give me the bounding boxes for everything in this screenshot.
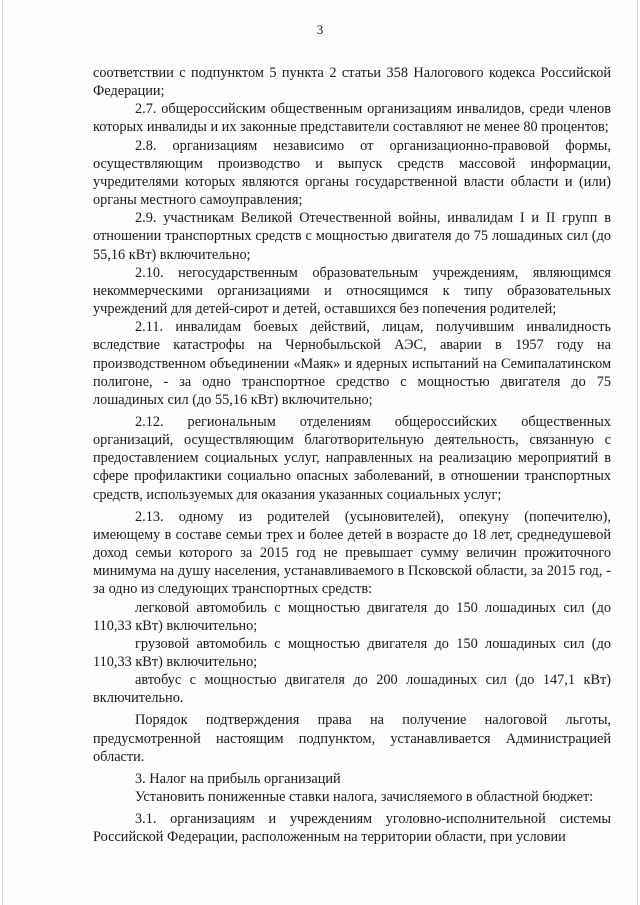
- paragraph-reduced-rates: Установить пониженные ставки налога, зачисляемого в областной бюджет:: [135, 789, 594, 806]
- section-heading-profit-tax: 3. Налог на прибыль организаций: [135, 770, 341, 787]
- paragraph-procedure: Порядок подтверждения права на получение налоговой льготы, предусмотренной настоящим подпунктом, устанавливается Администрацией области.: [93, 712, 611, 765]
- paragraph-2-12: 2.12. региональным отделениям общероссийских общественных организаций, осуществляющим благотворительную деятельность, связанную с предоставлением социальных услуг, направленных на реализацию мероприятий в сфере профилактики социально опасных заболеваний, в отношении транспортных средств, используемых для оказания указанных социальных услуг;: [93, 413, 611, 503]
- paragraph-2-13: 2.13. одному из родителей (усыновителей), опекуну (попечителю), имеющему в составе семьи трех и более детей в возрасте до 18 лет, среднедушевой доход семьи которого за 2015 год не превышает сумму величин прожиточного минимума на душу населения, устанавливаемого в Псковской области, за 2015 год, - за одно из следующих транспортных средств:: [93, 508, 611, 598]
- scan-edge-left: [2, 0, 3, 905]
- paragraph-2-11: 2.11. инвалидам боевых действий, лицам, получившим инвалидность вследствие катастрофы на Чернобыльской АЭС, аварии в 1957 году на производственном объединении «Маяк» и ядерных испытаний на Семипалатинском полигоне, - за одно транспортное средство с мощностью двигателя до 75 лошадиных сил (до 55,16 кВт) включительно;: [93, 319, 611, 408]
- paragraph-2-8: 2.8. организациям независимо от организационно-правовой формы, осуществляющим производство и выпуск средств массовой информации, учредителями которых являются органы государственной власти области и (или) органы местного самоуправления;: [93, 137, 611, 209]
- paragraph-3-1: 3.1. организациям и учреждениям уголовно-исполнительной системы Российской Федерации, расположенным на территории области, при условии: [93, 811, 611, 846]
- paragraph-truck: грузовой автомобиль с мощностью двигателя до 150 лошадиных сил (до 110,33 кВт) включительно;: [93, 635, 611, 670]
- paragraph-2-9: 2.9. участникам Великой Отечественной войны, инвалидам I и II групп в отношении транспортных средств с мощностью двигателя до 75 лошадиных сил (до 55,16 кВт) включительно;: [93, 210, 611, 263]
- document-body: [93, 64, 611, 847]
- paragraph-2-7: 2.7. общероссийским общественным организациям инвалидов, среди членов которых инвалиды и их законные представители составляют не менее 80 процентов;: [93, 101, 611, 136]
- scan-edge-right: [637, 0, 638, 905]
- paragraph-2-10: 2.10. негосударственным образовательным учреждениям, являющимся некоммерческими организациями и относящимся к типу образовательных учреждений для детей-сирот и детей, оставшихся без попечения родителей;: [93, 264, 611, 318]
- paragraph-car: легковой автомобиль с мощностью двигателя до 150 лошадиных сил (до 110,33 кВт) включительно;: [93, 599, 611, 634]
- paragraph-bus: автобус с мощностью двигателя до 200 лошадиных сил (до 147,1 кВт) включительно.: [93, 672, 611, 707]
- page-number: 3: [316, 22, 324, 37]
- paragraph-continuation: соответствии с подпунктом 5 пункта 2 статьи 358 Налогового кодекса Российской Федерации;: [93, 65, 611, 100]
